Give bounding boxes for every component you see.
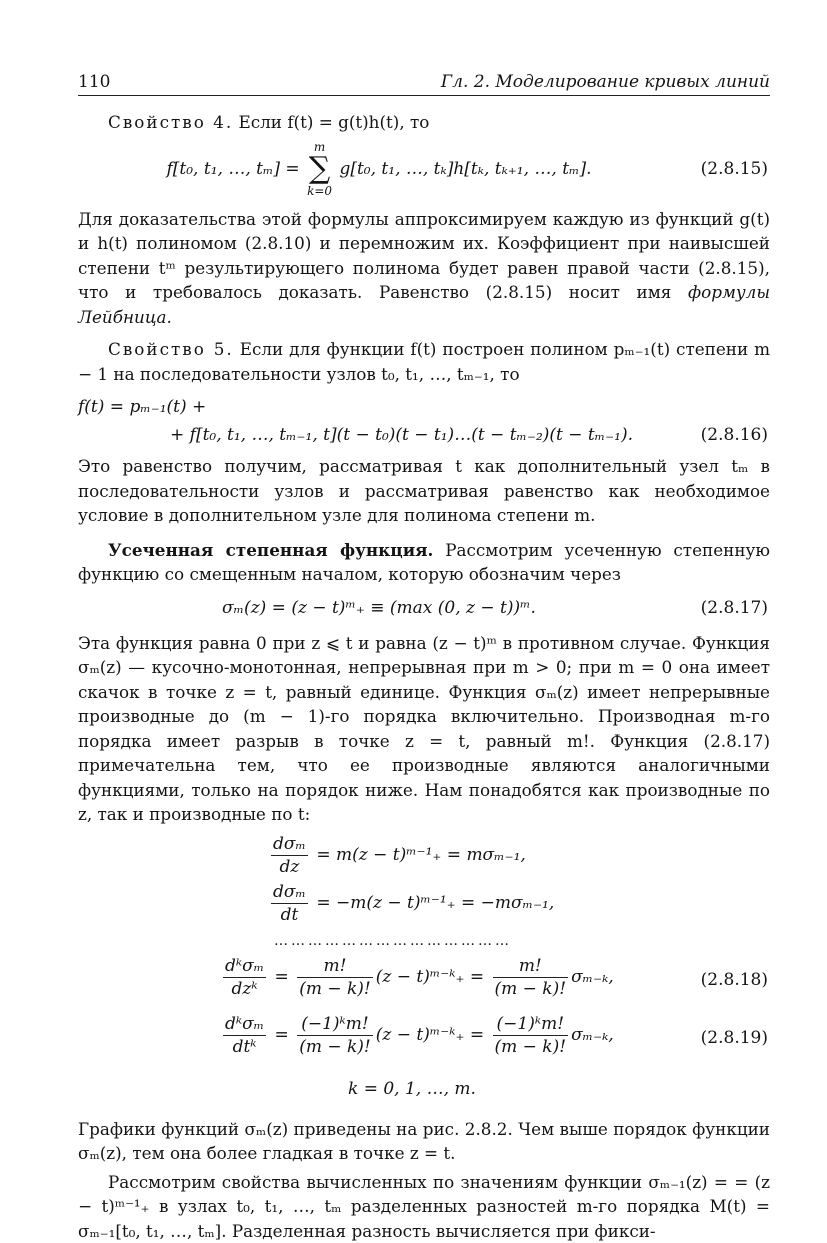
property-4 — [78, 110, 770, 135]
equation-2-8-16 — [78, 394, 770, 448]
e18-left-denominator: dzᵏ — [223, 978, 266, 1000]
d2-numerator: dσₘ — [271, 881, 308, 904]
ellipsis-row: …………………………………… — [274, 933, 512, 949]
e18-tail: σₘ₋ₖ, — [571, 967, 614, 987]
paragraph-proof — [78, 207, 770, 330]
e18-fraction-1-denominator: (m − k)! — [297, 978, 373, 1000]
e19-fraction-2-denominator: (m − k)! — [493, 1036, 569, 1058]
book-page — [78, 72, 770, 1243]
leibniz-formula-term: формулы Лейбница. — [78, 282, 770, 327]
property-5 — [78, 337, 770, 386]
derivative-by-z — [268, 833, 526, 883]
e18-fraction-2-numerator: m! — [493, 955, 569, 978]
equation-number: (2.8.15) — [701, 137, 768, 201]
equation-number: (2.8.16) — [701, 422, 768, 448]
equation-number: (2.8.19) — [701, 1028, 768, 1048]
eq-2-8-15-rhs: g[t₀, t₁, …, tₖ]h[tₖ, tₖ₊₁, …, tₘ]. — [339, 159, 591, 179]
e19-left-denominator: dtᵏ — [223, 1036, 266, 1058]
derivative-by-t — [268, 881, 554, 931]
paragraph-additional-node: Это равенство получим, рассматривая t как дополнительный узел tₘ в последовательности узлов и рассматривая равенство как необходимое условие в дополнительном узле для полинома степени m. — [78, 454, 770, 528]
eq-2-8-16-line-1: f(t) = pₘ₋₁(t) + — [78, 394, 770, 420]
d2-denominator: dt — [271, 904, 308, 926]
derivatives-block — [78, 833, 770, 1109]
equation-2-8-15 — [78, 137, 770, 201]
e19-left-numerator: dᵏσₘ — [223, 1013, 266, 1036]
equation-2-8-19: $\frac{\text{dᵏσₘ}}{\text{dtᵏ}}$ = $\frac{\text{(−1)ᵏm!}}{(m - k)!}$ (z − t)ᵐ⁻ᵏ₊ = $\frac{\text{(−1)ᵏm!}}{(m - k)!}$ σₘ₋ₖ, (2.8.19) — [78, 1011, 770, 1069]
sum-lower-limit: k=0 — [307, 184, 332, 198]
running-header — [78, 72, 770, 96]
equation-2-8-18: $\frac{\text{dᵏσₘ}}{\text{dzᵏ}}$ = $\frac{m!}{(m - k)!}$ (z − t)ᵐ⁻ᵏ₊ = $\frac{m!}{(m - k)!}$ σₘ₋ₖ, (2.8.18) — [78, 953, 770, 1011]
d1-rhs: = m(z − t)ᵐ⁻¹₊ = mσₘ₋₁, — [316, 845, 525, 865]
equation-number: (2.8.18) — [701, 970, 768, 990]
section-text: Рассмотрим усеченную степенную функцию со смещенным началом, которую обозначим через — [78, 540, 770, 585]
section-heading: Усеченная степенная функция. — [108, 540, 433, 560]
property-4-label: Свойство 4. — [108, 112, 233, 132]
k-range: k = 0, 1, …, m. — [348, 1079, 476, 1099]
equation-2-8-17 — [78, 595, 770, 625]
property-4-text: Если f(t) = g(t)h(t), то — [239, 112, 430, 132]
d1-denominator: dz — [271, 856, 308, 878]
eq-2-8-15-lhs: f[t₀, t₁, …, tₘ] = — [166, 159, 299, 179]
chapter-title: Гл. 2. Моделирование кривых линий — [441, 72, 770, 92]
eq-2-8-17-body: σₘ(z) = (z − t)ᵐ₊ ≡ (max (0, z − t))ᵐ. — [78, 595, 680, 621]
sum-upper-limit: m — [307, 140, 332, 154]
e19-fraction-1-numerator: (−1)ᵏm! — [297, 1013, 373, 1036]
d1-numerator: dσₘ — [271, 833, 308, 856]
e19-tail: σₘ₋ₖ, — [571, 1025, 614, 1045]
eq-2-8-16-line-2: + f[t₀, t₁, …, tₘ₋₁, t](t − t₀)(t − t₁)…(t − tₘ₋₂)(t − tₘ₋₁). — [170, 422, 690, 448]
section-truncated-power — [78, 538, 770, 587]
summation-sign: m ∑ k=0 — [307, 140, 332, 198]
equation-number: (2.8.17) — [701, 595, 768, 621]
paragraph-graphs: Графики функций σₘ(z) приведены на рис. 2.8.2. Чем выше порядок функции σₘ(z), тем она более гладкая в точке z = t. — [78, 1117, 770, 1166]
property-5-text: Если для функции f(t) построен полином pₘ₋₁(t) степени m − 1 на последовательности узлов t₀, t₁, …, tₘ₋₁, то — [78, 339, 770, 384]
e19-fraction-1-denominator: (m − k)! — [297, 1036, 373, 1058]
property-5-label: Свойство 5. — [108, 339, 234, 359]
d2-rhs: = −m(z − t)ᵐ⁻¹₊ = −mσₘ₋₁, — [316, 893, 554, 913]
e18-fraction-2-denominator: (m − k)! — [493, 978, 569, 1000]
e18-fraction-1-numerator: m! — [297, 955, 373, 978]
paragraph-proof-text: Для доказательства этой формулы аппроксимируем каждую из функций g(t) и h(t) полиномом (2.8.10) и перемножим их. Коэффициент при наивысшей степени tᵐ результирующего полинома будет равен правой части (2.8.15), что и требовалось доказать. Равенство (2.8.15) носит имя — [78, 209, 770, 303]
paragraph-divided-differences: Рассмотрим свойства вычисленных по значениям функции σₘ₋₁(z) = = (z − t)ᵐ⁻¹₊ в узлах t₀, t₁, …, tₘ разделенных разностей m-го порядка M(t) = σₘ₋₁[t₀, t₁, …, tₘ]. Разделенная разность вычисляется при фикси- — [78, 1170, 770, 1243]
e19-middle: (z − t)ᵐ⁻ᵏ₊ = — [376, 1025, 484, 1045]
e18-middle: (z − t)ᵐ⁻ᵏ₊ = — [376, 967, 484, 987]
e18-left-numerator: dᵏσₘ — [223, 955, 266, 978]
e19-fraction-2-numerator: (−1)ᵏm! — [493, 1013, 569, 1036]
page-number: 110 — [78, 72, 110, 92]
paragraph-function-properties: Эта функция равна 0 при z ⩽ t и равна (z − t)ᵐ в противном случае. Функция σₘ(z) — кусочно-монотонная, непрерывная при m > 0; при m = 0 она имеет скачок в точке z = t, равный единице. Функция σₘ(z) имеет непрерывные производные до (m − 1)-го порядка включительно. Производная m-го порядка имеет разрыв в точке z = t, равный m!. Функция (2.8.17) примечательна тем, что ее производные являются аналогичными функциями, только на порядок ниже. Нам понадобятся как производные по z, так и производные по t: — [78, 631, 770, 827]
